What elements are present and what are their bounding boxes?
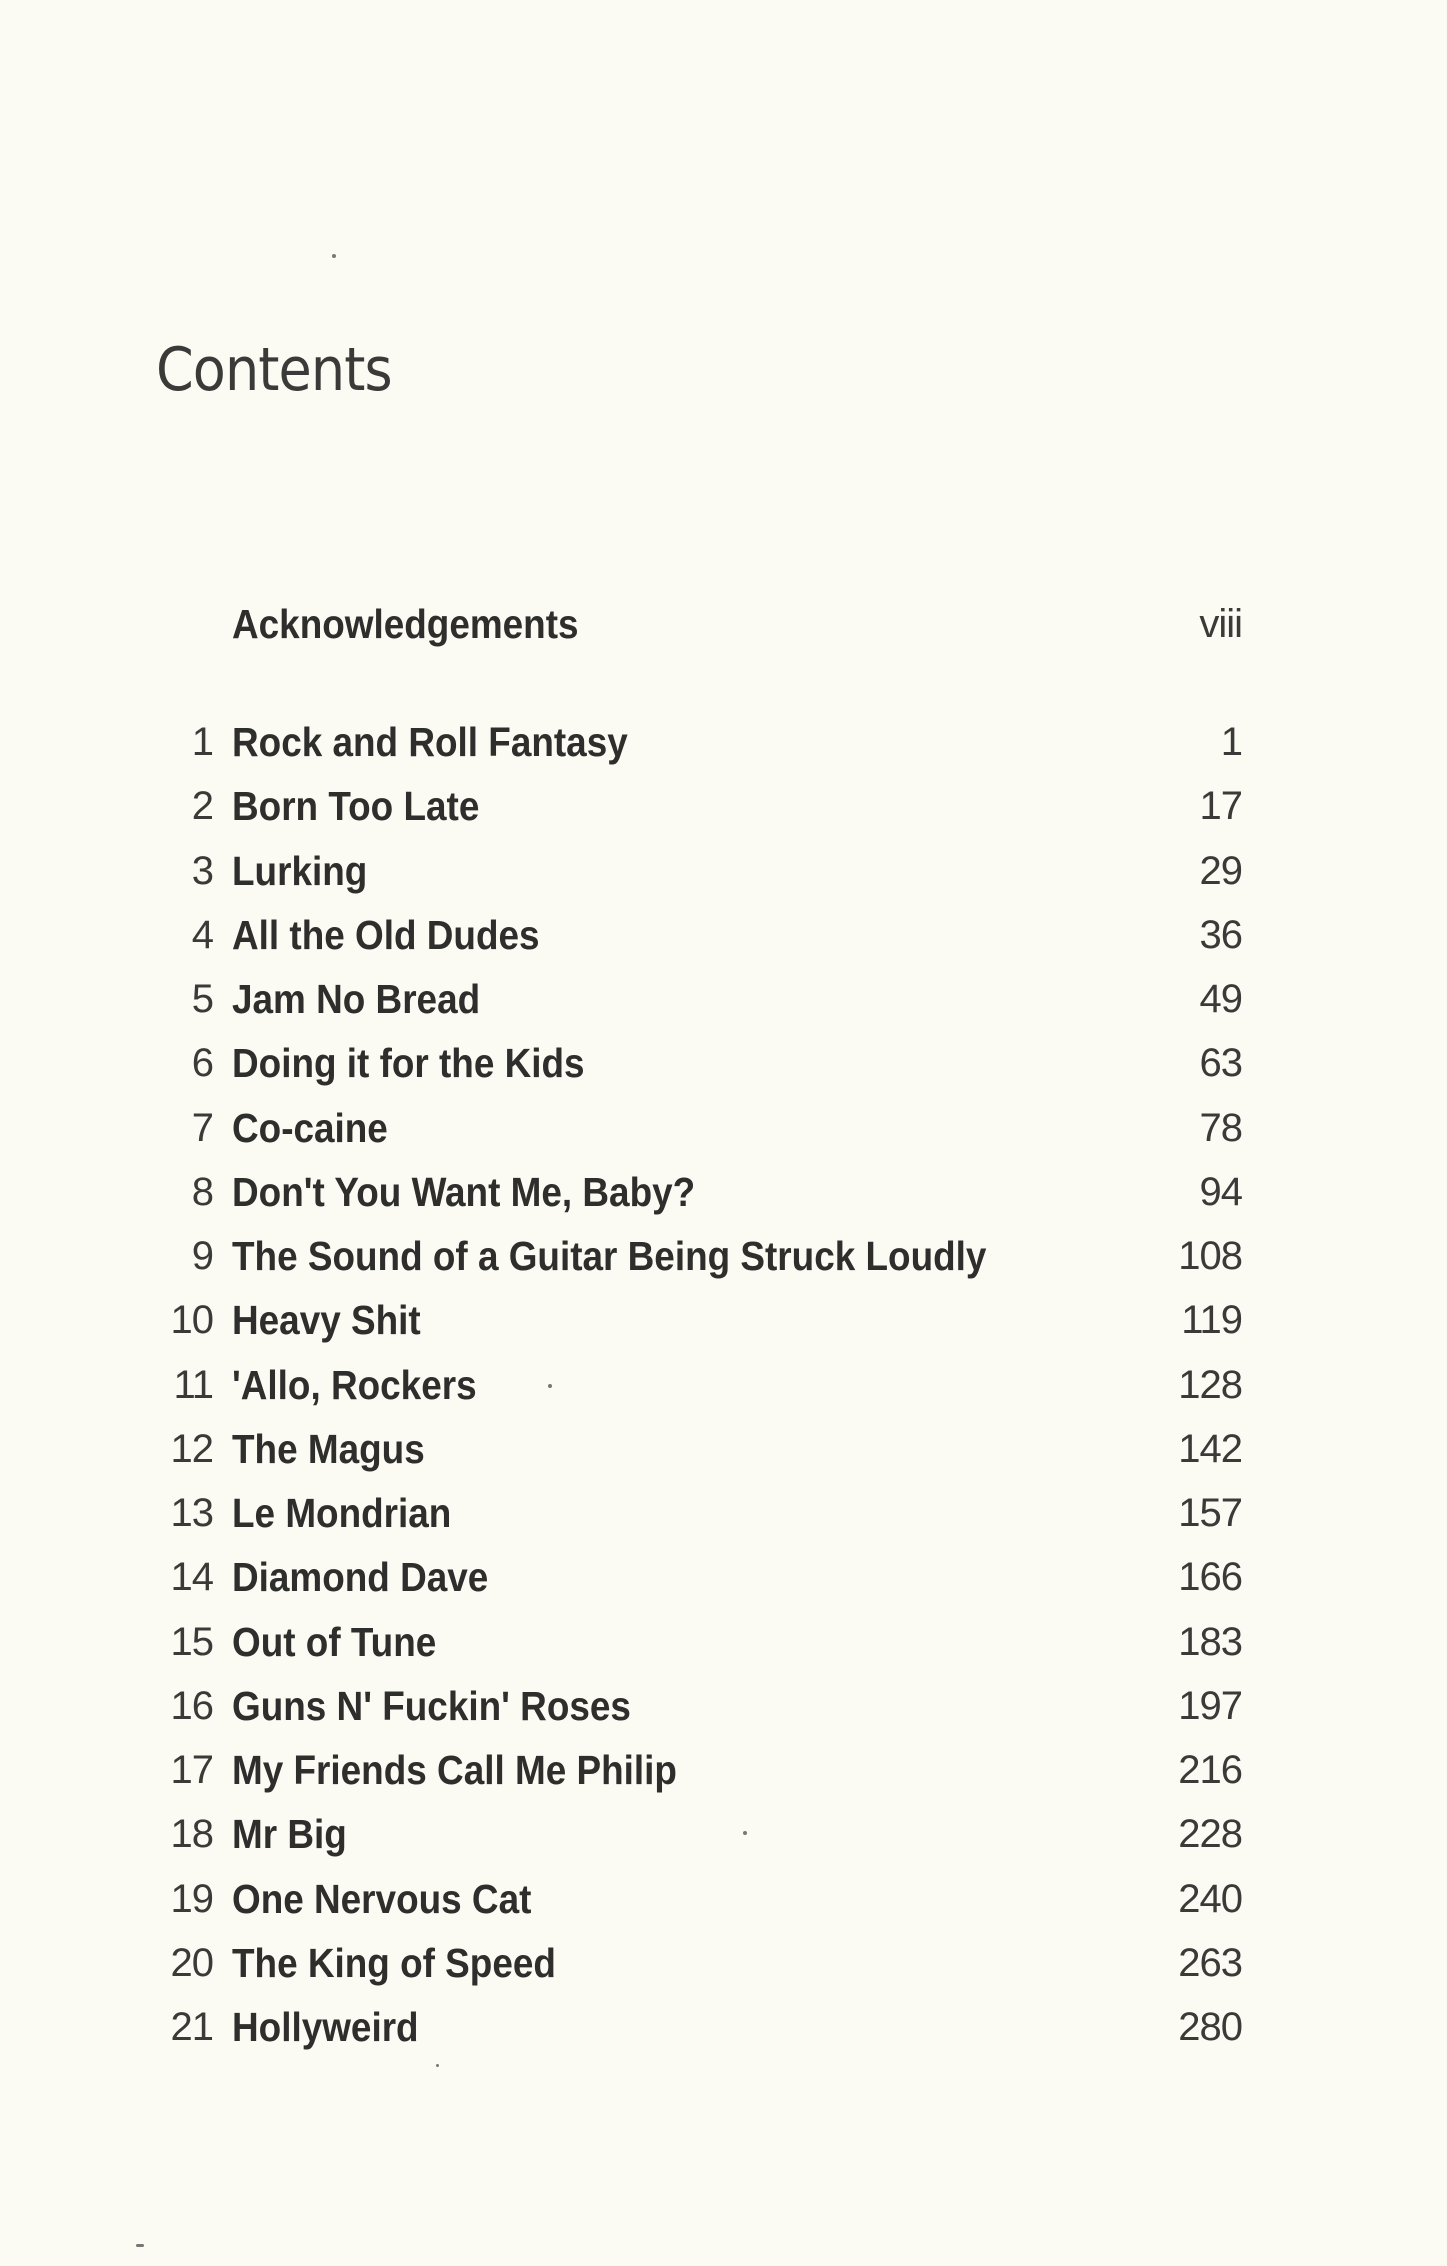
chapter-page-number: 1 [1220,720,1242,764]
chapter-number: 16 [170,1683,213,1728]
chapter-title: Guns N' Fuckin' Roses [232,1682,631,1729]
chapter-title: Born Too Late [232,783,480,830]
chapter-page-number: 63 [1199,1041,1242,1086]
paper-speck [136,2244,144,2247]
chapter-page-number: 263 [1178,1940,1242,1985]
chapter-title: Rock and Roll Fantasy [232,719,628,765]
chapter-page-number: 78 [1199,1105,1242,1150]
toc-entry-chapter-5 [0,969,1447,1029]
chapter-page-number: 128 [1178,1362,1242,1407]
toc-entry-chapter-11 [0,1355,1447,1415]
toc-entry-chapter-12 [0,1419,1447,1479]
chapter-title: Don't You Want Me, Baby? [232,1168,696,1215]
chapter-title: My Friends Call Me Philip [232,1747,677,1793]
chapter-number: 12 [170,1426,213,1471]
toc-entry-chapter-13 [0,1483,1447,1543]
chapter-page-number: 166 [1178,1555,1242,1600]
chapter-number: 2 [191,784,213,829]
chapter-number: 11 [173,1362,213,1407]
chapter-page-number: 157 [1178,1491,1242,1535]
toc-entry-chapter-18 [0,1804,1447,1864]
toc-entry-chapter-9 [0,1226,1447,1286]
chapter-title: Co-caine [232,1104,388,1151]
chapter-page-number: 94 [1199,1169,1242,1214]
chapter-title: Mr Big [232,1811,347,1858]
chapter-page-number: 216 [1178,1748,1242,1792]
chapter-title: Hollyweird [232,2004,419,2050]
chapter-title: Le Mondrian [232,1490,452,1536]
chapter-page-number: 119 [1181,1298,1242,1343]
chapter-title: The Sound of a Guitar Being Struck Loudly [232,1233,987,1279]
chapter-title: All the Old Dudes [232,911,540,958]
chapter-page-number: 197 [1178,1683,1242,1728]
chapter-number: 20 [170,1940,213,1985]
chapter-number: 15 [170,1619,213,1664]
chapter-page-number: 49 [1199,977,1242,1021]
chapter-title: The King of Speed [232,1939,556,1986]
chapter-title: Lurking [232,847,368,894]
toc-entry-chapter-14 [0,1547,1447,1607]
chapter-page-number: 280 [1178,2005,1242,2049]
chapter-title: 'Allo, Rockers [232,1361,477,1408]
toc-entry-chapter-16 [0,1676,1447,1736]
toc-entry-chapter-2 [0,776,1447,836]
toc-entry-label: Acknowledgements [232,601,579,647]
toc-entry-chapter-8 [0,1162,1447,1222]
paper-speck [436,2064,439,2067]
toc-entry-chapter-20 [0,1933,1447,1993]
chapter-number: 10 [170,1298,213,1343]
chapter-number: 18 [170,1812,213,1857]
chapter-title: Doing it for the Kids [232,1040,585,1087]
toc-entry-chapter-21 [0,1997,1447,2057]
chapter-number: 19 [170,1876,213,1921]
chapter-number: 4 [191,912,213,957]
chapter-number: 17 [170,1748,213,1792]
chapter-page-number: 17 [1199,784,1242,829]
chapter-title: Jam No Bread [232,976,481,1022]
toc-entry-chapter-10 [0,1290,1447,1350]
chapter-page-number: 108 [1178,1234,1242,1278]
toc-entry-chapter-7 [0,1098,1447,1158]
chapter-number: 3 [191,848,213,893]
chapter-number: 5 [191,977,213,1021]
page-title: Contents [156,335,392,405]
chapter-number: 9 [191,1234,213,1278]
chapter-title: Out of Tune [232,1618,437,1665]
toc-entry-chapter-17 [0,1740,1447,1800]
toc-entry-page: viii [1199,602,1242,646]
toc-entry-chapter-6 [0,1033,1447,1093]
toc-entry-chapter-4 [0,905,1447,965]
paper-speck [548,1384,552,1388]
chapter-number: 14 [170,1555,213,1600]
paper-speck [332,254,336,258]
chapter-title: The Magus [232,1425,425,1472]
chapter-page-number: 183 [1178,1619,1242,1664]
chapter-number: 7 [191,1105,213,1150]
chapter-title: Heavy Shit [232,1297,421,1344]
chapter-number: 21 [170,2005,213,2049]
toc-entry-acknowledgements [0,594,1447,654]
chapter-page-number: 228 [1178,1812,1242,1857]
chapter-page-number: 240 [1178,1876,1242,1921]
chapter-number: 6 [191,1041,213,1086]
chapter-number: 8 [191,1169,213,1214]
chapter-page-number: 142 [1178,1426,1242,1471]
chapter-page-number: 29 [1199,848,1242,893]
toc-entry-chapter-1 [0,712,1447,772]
toc-entry-chapter-15 [0,1612,1447,1672]
chapter-number: 13 [170,1491,213,1535]
chapter-title: One Nervous Cat [232,1875,532,1922]
toc-entry-chapter-19 [0,1869,1447,1929]
chapter-page-number: 36 [1199,912,1242,957]
toc-entry-chapter-3 [0,841,1447,901]
chapter-number: 1 [191,720,213,764]
paper-speck [743,1831,747,1835]
chapter-title: Diamond Dave [232,1554,489,1601]
